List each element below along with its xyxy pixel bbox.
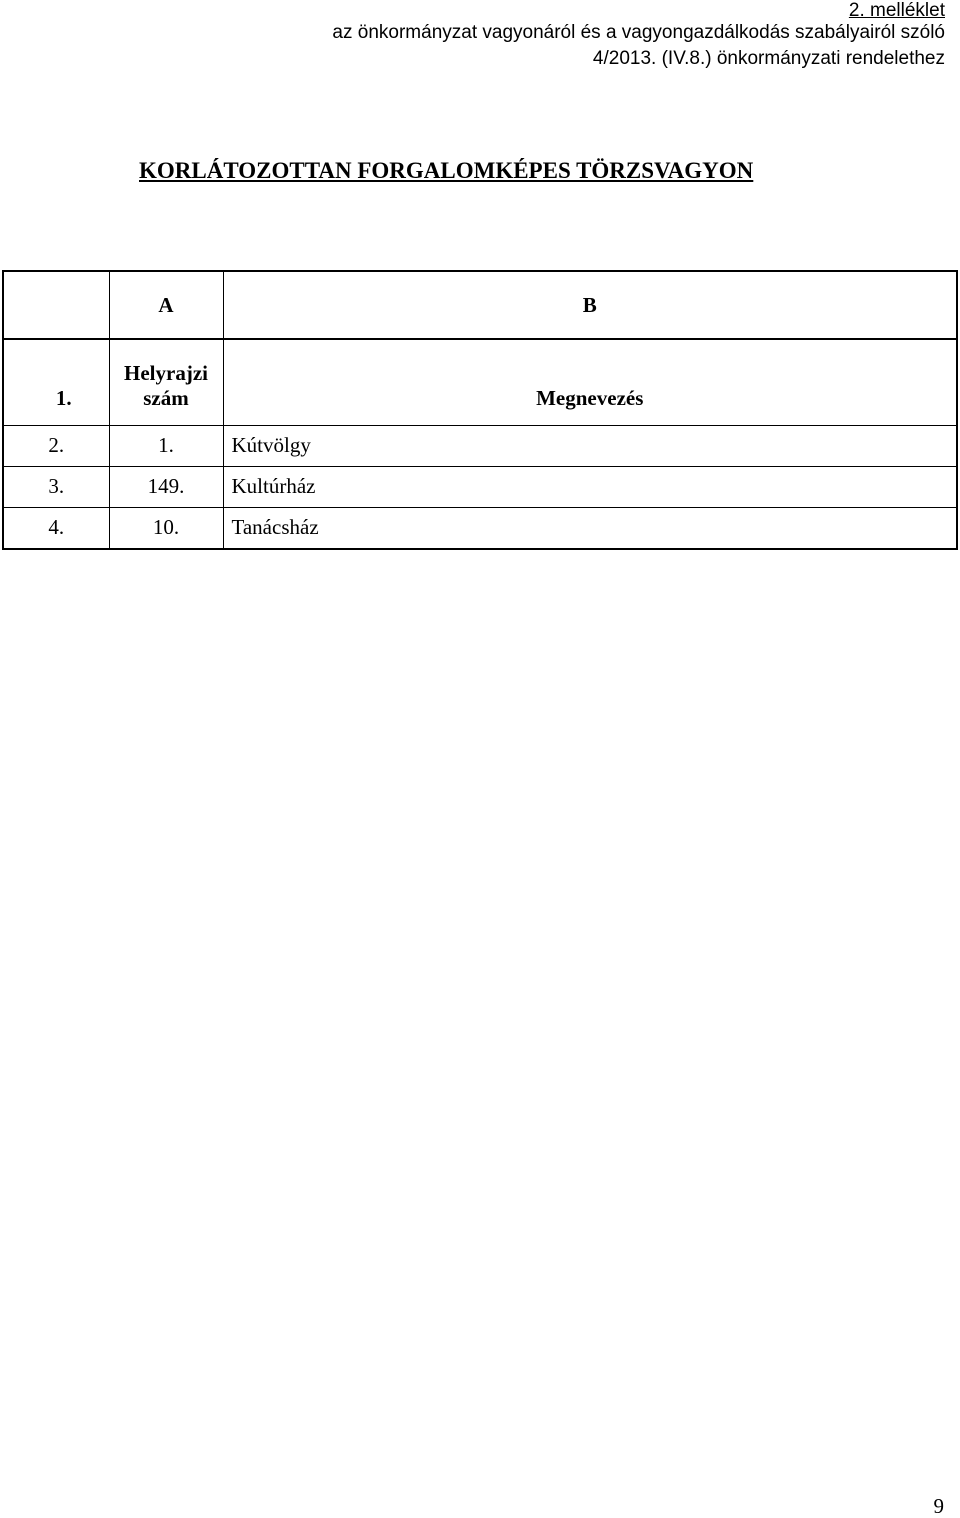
row-lot-number: 10. <box>109 507 223 549</box>
column-letter-a: A <box>109 271 223 339</box>
document-title: KORLÁTOZOTTAN FORGALOMKÉPES TÖRZSVAGYON <box>139 158 754 183</box>
table-row <box>3 425 957 466</box>
property-register-table <box>2 270 958 550</box>
column-letter-row <box>3 271 957 339</box>
annex-label: 2. melléklet <box>848 0 945 21</box>
row-name: Kútvölgy <box>223 425 957 466</box>
row-number: 4. <box>3 507 109 549</box>
page-number: 9 <box>933 1494 944 1518</box>
row-number: 2. <box>3 425 109 466</box>
table-row <box>3 507 957 549</box>
column-letter-number <box>3 271 109 339</box>
row-name: Tanácsház <box>231 515 319 539</box>
header-name: Megnevezés <box>223 339 957 425</box>
table-row <box>3 466 957 507</box>
row-lot-number: 1. <box>109 425 223 466</box>
regulation-reference-line-1: az önkormányzat vagyonáról és a vagyongazdálkodás szabályairól szóló <box>332 22 945 43</box>
regulation-reference-line-2: 4/2013. (IV.8.) önkormányzati rendelethez <box>592 48 945 69</box>
row-name: Kultúrház <box>223 466 957 507</box>
header-row-number: 1. <box>3 339 109 425</box>
row-lot-number: 149. <box>109 466 223 507</box>
header-lot-number: Helyrajzi szám <box>109 339 223 425</box>
row-number: 3. <box>3 466 109 507</box>
column-letter-b: B <box>223 271 957 339</box>
table-header-row <box>3 339 957 425</box>
